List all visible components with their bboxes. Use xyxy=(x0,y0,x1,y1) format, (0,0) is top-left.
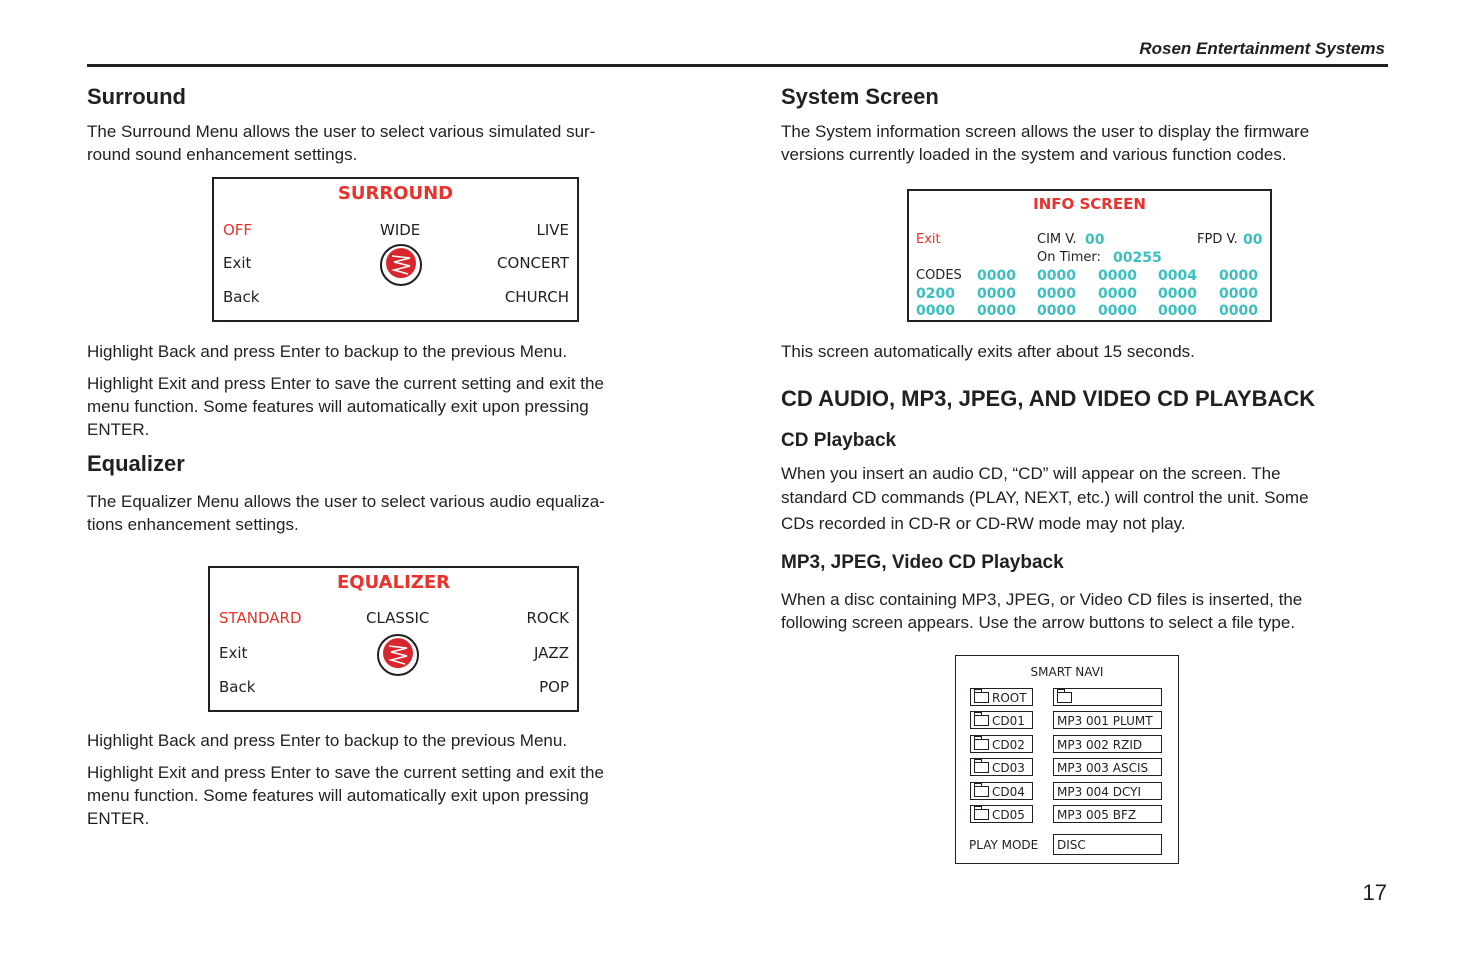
equalizer-exit-2: menu function. Some features will automatically exit upon pressing xyxy=(87,786,589,805)
page-number: 17 xyxy=(1362,880,1387,905)
equalizer-intro-2: tions enhancement settings. xyxy=(87,515,299,534)
surround-exit-2: menu function. Some features will automatically exit upon pressing xyxy=(87,397,589,416)
code-cell: 0004 xyxy=(1158,268,1197,284)
menu-option-pop[interactable]: POP xyxy=(539,678,569,696)
menu-option-standard[interactable]: STANDARD xyxy=(219,609,302,627)
fpd-version-label: FPD V. xyxy=(1197,232,1238,247)
code-cell: 0000 xyxy=(916,303,955,319)
code-cell: 0000 xyxy=(1037,268,1076,284)
play-mode-value[interactable]: DISC xyxy=(1053,834,1162,855)
menu-option-wide[interactable]: WIDE xyxy=(380,221,421,239)
surround-menu-title: SURROUND xyxy=(337,183,454,204)
header-rule xyxy=(87,64,1388,67)
equalizer-exit-1: Highlight Exit and press Enter to save the current setting and exit the xyxy=(87,763,604,782)
folder-icon xyxy=(974,762,989,773)
menu-option-jazz[interactable]: JAZZ xyxy=(534,644,569,662)
code-cell: 0000 xyxy=(977,303,1016,319)
equalizer-intro-1: The Equalizer Menu allows the user to select various audio equaliza- xyxy=(87,492,605,511)
menu-option-concert[interactable]: CONCERT xyxy=(497,254,569,272)
equalizer-menu-title: EQUALIZER xyxy=(337,572,450,593)
cd-text-1: When you insert an audio CD, “CD” will appear on the screen. The xyxy=(781,464,1281,483)
cim-version-label: CIM V. xyxy=(1037,232,1077,247)
surround-intro-2: round sound enhancement settings. xyxy=(87,145,358,164)
code-cell: 0000 xyxy=(1098,268,1137,284)
menu-option-back[interactable]: Back xyxy=(219,678,256,696)
file-item[interactable]: MP3 003 ASCIS xyxy=(1053,758,1162,776)
surround-exit-3: ENTER. xyxy=(87,420,150,439)
equalizer-back-text: Highlight Back and press Enter to backup to the previous Menu. xyxy=(87,731,568,750)
folder-icon xyxy=(974,786,989,797)
surround-menu-screen xyxy=(212,177,579,322)
mp3-text-1: When a disc containing MP3, JPEG, or Video CD files is inserted, the xyxy=(781,590,1303,609)
folder-root[interactable]: ROOT xyxy=(970,688,1033,706)
equalizer-heading: Equalizer xyxy=(87,451,185,476)
code-cell: 0000 xyxy=(1037,286,1076,302)
system-intro-2: versions currently loaded in the system and various function codes. xyxy=(781,145,1287,164)
on-timer-value: 00255 xyxy=(1113,250,1162,266)
on-timer-label: On Timer: xyxy=(1037,250,1101,265)
equalizer-exit-3: ENTER. xyxy=(87,809,150,828)
cim-version-value: 00 xyxy=(1085,232,1105,248)
folder-cd04[interactable]: CD04 xyxy=(970,782,1033,800)
system-screen-heading: System Screen xyxy=(781,84,939,109)
code-cell: 0000 xyxy=(1037,303,1076,319)
menu-option-off[interactable]: OFF xyxy=(223,221,253,239)
file-item[interactable]: MP3 001 PLUMT xyxy=(1053,711,1162,729)
folder-cd03[interactable]: CD03 xyxy=(970,758,1033,776)
menu-option-live[interactable]: LIVE xyxy=(536,221,569,239)
file-item[interactable]: MP3 002 RZID xyxy=(1053,735,1162,753)
smart-navi-title: SMART NAVI xyxy=(1030,665,1104,679)
volume-knob-icon xyxy=(377,634,419,676)
system-after-text: This screen automatically exits after about 15 seconds. xyxy=(781,342,1195,361)
info-screen xyxy=(907,189,1272,322)
cd-playback-heading: CD Playback xyxy=(781,430,897,451)
brand-header: Rosen Entertainment Systems xyxy=(1139,39,1385,58)
info-screen-title: INFO SCREEN xyxy=(1033,195,1146,213)
equalizer-menu-screen xyxy=(208,566,579,712)
system-intro-1: The System information screen allows the user to display the firmware xyxy=(781,122,1310,141)
fpd-version-value: 00 xyxy=(1243,232,1263,248)
surround-heading: Surround xyxy=(87,84,186,109)
code-cell: 0000 xyxy=(1158,286,1197,302)
surround-exit-1: Highlight Exit and press Enter to save the current setting and exit the xyxy=(87,374,604,393)
code-cell: 0200 xyxy=(916,286,955,302)
folder-icon xyxy=(974,739,989,750)
menu-option-church[interactable]: CHURCH xyxy=(504,288,569,306)
code-cell: 0000 xyxy=(977,286,1016,302)
folder-cd02[interactable]: CD02 xyxy=(970,735,1033,753)
folder-icon xyxy=(974,809,989,820)
menu-option-exit[interactable]: Exit xyxy=(219,644,248,662)
code-cell: 0000 xyxy=(1219,268,1258,284)
folder-icon xyxy=(974,692,989,703)
file-parent-folder[interactable] xyxy=(1053,688,1162,706)
folder-cd01[interactable]: CD01 xyxy=(970,711,1033,729)
file-item[interactable]: MP3 004 DCYI xyxy=(1053,782,1162,800)
code-cell: 0000 xyxy=(1098,286,1137,302)
file-item[interactable]: MP3 005 BFZ xyxy=(1053,805,1162,823)
cd-text-3: CDs recorded in CD-R or CD-RW mode may not play. xyxy=(781,514,1186,533)
code-cell: 0000 xyxy=(1158,303,1197,319)
surround-back-text: Highlight Back and press Enter to backup to the previous Menu. xyxy=(87,342,568,361)
folder-cd05[interactable]: CD05 xyxy=(970,805,1033,823)
menu-option-exit[interactable]: Exit xyxy=(223,254,252,272)
code-cell: 0000 xyxy=(1219,286,1258,302)
mp3-text-2: following screen appears. Use the arrow buttons to select a file type. xyxy=(781,613,1296,632)
codes-label: CODES xyxy=(916,268,962,283)
menu-option-rock[interactable]: ROCK xyxy=(526,609,569,627)
menu-option-back[interactable]: Back xyxy=(223,288,260,306)
code-cell: 0000 xyxy=(977,268,1016,284)
volume-knob-icon xyxy=(380,244,422,286)
code-cell: 0000 xyxy=(1219,303,1258,319)
folder-icon xyxy=(974,715,989,726)
cd-section-heading: CD AUDIO, MP3, JPEG, AND VIDEO CD PLAYBACK xyxy=(781,386,1316,411)
code-cell: 0000 xyxy=(1098,303,1137,319)
mp3-heading: MP3, JPEG, Video CD Playback xyxy=(781,552,1064,573)
menu-option-classic[interactable]: CLASSIC xyxy=(366,609,430,627)
play-mode-label: PLAY MODE xyxy=(969,838,1039,852)
cd-text-2: standard CD commands (PLAY, NEXT, etc.) will control the unit. Some xyxy=(781,488,1309,507)
menu-option-exit[interactable]: Exit xyxy=(916,232,941,247)
folder-icon xyxy=(1057,692,1072,703)
smart-navi-screen xyxy=(955,655,1179,864)
surround-intro-1: The Surround Menu allows the user to select various simulated sur- xyxy=(87,122,596,141)
